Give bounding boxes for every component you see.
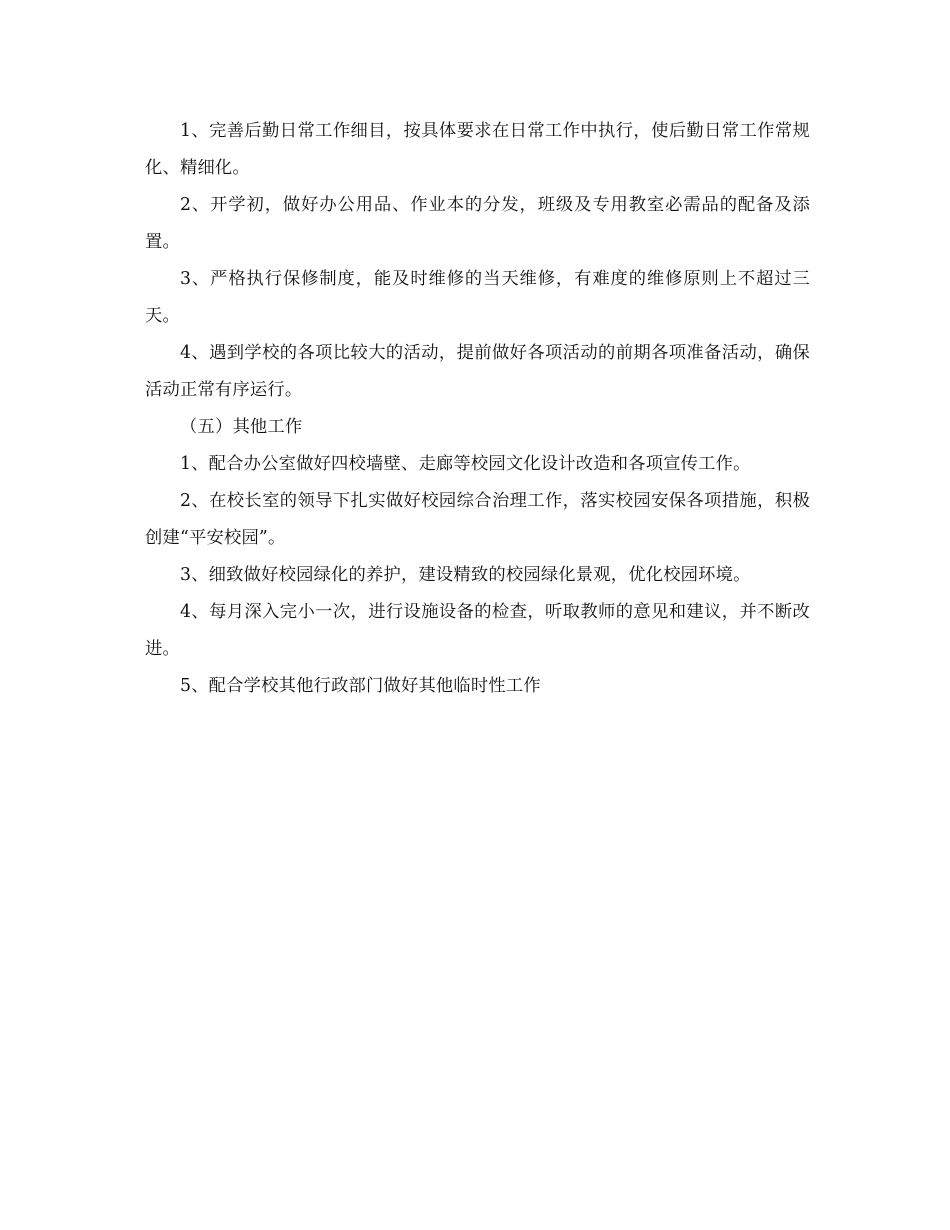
paragraph-logistics-2: 2、开学初，做好办公用品、作业本的分发，班级及专用教室必需品的配备及添置。 (145, 195, 810, 252)
paragraph-logistics-1: 1、完善后勤日常工作细目，按具体要求在日常工作中执行，使后勤日常工作常规化、精细化。 (145, 121, 810, 178)
section-heading-other-work: （五）其他工作 (180, 417, 303, 437)
paragraph-other-4: 4、每月深入完小一次，进行设施设备的检查，听取教师的意见和建议，并不断改进。 (145, 602, 810, 659)
paragraph-other-1: 1、配合办公室做好四校墙壁、走廊等校园文化设计改造和各项宣传工作。 (180, 454, 751, 474)
paragraph-other-5: 5、配合学校其他行政部门做好其他临时性工作 (180, 676, 541, 696)
document-body (145, 113, 810, 705)
paragraph-logistics-4: 4、遇到学校的各项比较大的活动，提前做好各项活动的前期各项准备活动，确保活动正常有序运行。 (145, 343, 810, 400)
paragraph-logistics-3: 3、严格执行保修制度，能及时维修的当天维修，有难度的维修原则上不超过三天。 (145, 269, 810, 326)
paragraph-other-2: 2、在校长室的领导下扎实做好校园综合治理工作，落实校园安保各项措施，积极创建“平安校园”。 (145, 491, 810, 548)
paragraph-other-3: 3、细致做好校园绿化的养护，建设精致的校园绿化景观，优化校园环境。 (180, 565, 751, 585)
